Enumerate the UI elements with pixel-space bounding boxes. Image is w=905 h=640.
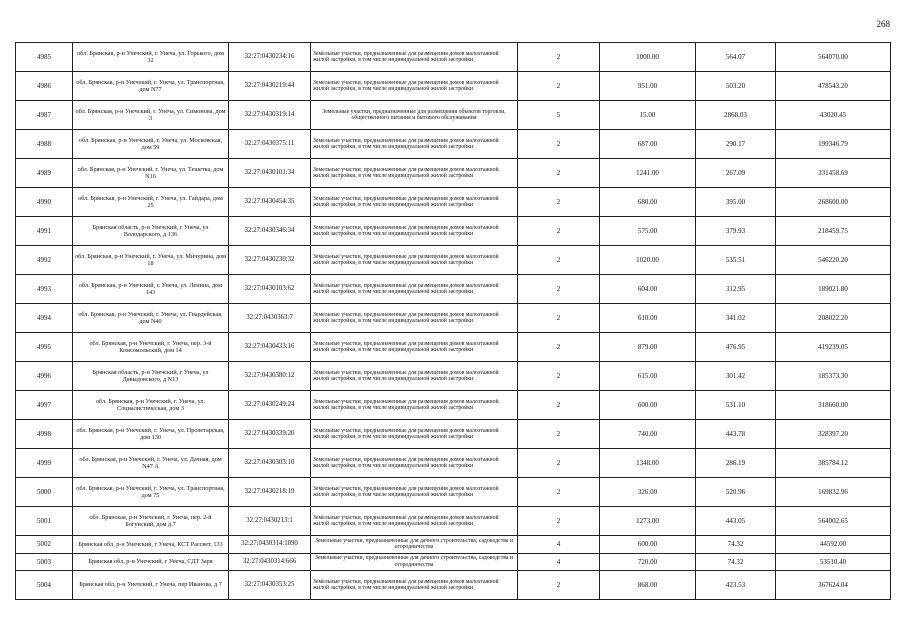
address-cell: обл. Брянская, р-н Унечский, г. Унеча, ул. Горького, дом 32 [73, 43, 229, 72]
row-number-cell: 4994 [16, 304, 73, 333]
land-use-cell: Земельные участки, предназначенные для размещения домов малоэтажной жилой застройки, в том числе индивидуальной жилой застройки [311, 449, 518, 478]
specific-value-cell: 267.09 [696, 159, 776, 188]
table-row [16, 130, 891, 159]
category-cell: 2 [518, 246, 600, 275]
category-cell: 2 [518, 362, 600, 391]
table-row [16, 43, 891, 72]
cadastral-value-cell: 564002.65 [776, 507, 891, 536]
area-cell: 868.00 [600, 571, 696, 600]
category-cell: 2 [518, 304, 600, 333]
table-row [16, 536, 891, 554]
row-number-cell: 4997 [16, 391, 73, 420]
address-cell: обл. Брянская, р-н Унечский, г. Унеча, ул. Симонова, дом 3 [73, 101, 229, 130]
cadastral-number-cell: 32:27:0430234:16 [229, 43, 311, 72]
row-number-cell: 4991 [16, 217, 73, 246]
cadastral-number-cell: 32:27:0430433:16 [229, 333, 311, 362]
area-cell: 1020.00 [600, 246, 696, 275]
land-use-cell: Земельные участки, предназначенные для размещения домов малоэтажной жилой застройки, в том числе индивидуальной жилой застройки [311, 362, 518, 391]
cadastral-number-cell: 32:27:0430218:19 [229, 478, 311, 507]
category-cell: 2 [518, 478, 600, 507]
cadastral-value-cell: 385784.12 [776, 449, 891, 478]
specific-value-cell: 290.17 [696, 130, 776, 159]
cadastral-number-cell: 32:27:0430454:35 [229, 188, 311, 217]
cadastral-value-cell: 564070.00 [776, 43, 891, 72]
cadastral-value-cell: 546220.20 [776, 246, 891, 275]
cadastral-value-cell: 189021.80 [776, 275, 891, 304]
cadastral-number-cell: 32:27:0430219:44 [229, 72, 311, 101]
land-use-cell: Земельные участки, предназначенные для размещения домов малоэтажной жилой застройки, в том числе индивидуальной жилой застройки [311, 571, 518, 600]
area-cell: 575.00 [600, 217, 696, 246]
land-use-cell: Земельные участки, предназначенные для размещения домов малоэтажной жилой застройки, в том числе индивидуальной жилой застройки [311, 159, 518, 188]
category-cell: 2 [518, 420, 600, 449]
cadastral-value-cell: 318660.00 [776, 391, 891, 420]
specific-value-cell: 341.02 [696, 304, 776, 333]
area-cell: 879.00 [600, 333, 696, 362]
category-cell: 4 [518, 553, 600, 571]
specific-value-cell: 286.19 [696, 449, 776, 478]
cadastral-number-cell: 32:27:0430314:666 [229, 553, 311, 571]
cadastral-value-cell: 328397.20 [776, 420, 891, 449]
land-use-cell: Земельные участки, предназначенные для размещения домов малоэтажной жилой застройки, в том числе индивидуальной жилой застройки [311, 507, 518, 536]
land-use-cell: Земельные участки, предназначенные для размещения домов малоэтажной жилой застройки, в том числе индивидуальной жилой застройки [311, 420, 518, 449]
category-cell: 2 [518, 391, 600, 420]
cadastral-value-cell: 169832.96 [776, 478, 891, 507]
area-cell: 680.00 [600, 188, 696, 217]
address-cell: обл. Брянская, р-н Унечский, г. Унеча, ул. Транспортная, дом 75 [73, 478, 229, 507]
row-number-cell: 4995 [16, 333, 73, 362]
address-cell: обл. Брянская, р-н Унечский, г. Унеча, ул. Социалистическая, дом 3 [73, 391, 229, 420]
cadastral-number-cell: 32:27:0430249:24 [229, 391, 311, 420]
table-row [16, 420, 891, 449]
cadastral-value-cell: 208022.20 [776, 304, 891, 333]
row-number-cell: 4986 [16, 72, 73, 101]
row-number-cell: 5001 [16, 507, 73, 536]
row-number-cell: 4999 [16, 449, 73, 478]
specific-value-cell: 476.95 [696, 333, 776, 362]
area-cell: 600.00 [600, 391, 696, 420]
table-row [16, 275, 891, 304]
area-cell: 720.00 [600, 553, 696, 571]
cadastral-number-cell: 32:27:0430346:34 [229, 217, 311, 246]
table-row [16, 159, 891, 188]
area-cell: 740.00 [600, 420, 696, 449]
category-cell: 2 [518, 571, 600, 600]
specific-value-cell: 301.42 [696, 362, 776, 391]
category-cell: 2 [518, 333, 600, 362]
cadastral-number-cell: 32:27:0430314:1090 [229, 536, 311, 554]
row-number-cell: 4988 [16, 130, 73, 159]
address-cell: обл. Брянская, р-н Унечский, г. Унеча, ул. Транспортная, дом N77 [73, 72, 229, 101]
specific-value-cell: 443.78 [696, 420, 776, 449]
table-row [16, 391, 891, 420]
specific-value-cell: 74.32 [696, 536, 776, 554]
address-cell: обл. Брянская, р-н Унечский, г. Унеча, ул. Гвардейская, дом N40 [73, 304, 229, 333]
table-row [16, 72, 891, 101]
land-use-cell: Земельные участки, предназначенные для размещения домов малоэтажной жилой застройки, в том числе индивидуальной жилой застройки [311, 43, 518, 72]
address-cell: обл. Брянская, р-н Унечский, г. Унеча, ул. Тешетка, дом N16 [73, 159, 229, 188]
cadastral-value-cell: 44592.00 [776, 536, 891, 554]
category-cell: 2 [518, 275, 600, 304]
category-cell: 2 [518, 507, 600, 536]
table-row [16, 333, 891, 362]
row-number-cell: 4996 [16, 362, 73, 391]
address-cell: Брянская обл, р-н Унечский, г Унеча, СДТ Заря [73, 553, 229, 571]
cadastral-number-cell: 32:27:0430303:10 [229, 449, 311, 478]
cadastral-value-cell: 478543.20 [776, 72, 891, 101]
area-cell: 326.00 [600, 478, 696, 507]
specific-value-cell: 535.51 [696, 246, 776, 275]
row-number-cell: 5000 [16, 478, 73, 507]
address-cell: Брянская область, р-н Унечский, г Унеча, ул Давыдовского, д N13 [73, 362, 229, 391]
category-cell: 2 [518, 449, 600, 478]
cadastral-value-cell: 185373.30 [776, 362, 891, 391]
category-cell: 4 [518, 536, 600, 554]
land-use-cell: Земельные участки, предназначенные для размещения домов малоэтажной жилой застройки, в том числе индивидуальной жилой застройки [311, 391, 518, 420]
land-use-cell: Земельные участки, предназначенные для размещения домов малоэтажной жилой застройки, в том числе индивидуальной жилой застройки [311, 478, 518, 507]
specific-value-cell: 564.07 [696, 43, 776, 72]
land-use-cell: Земельные участки, предназначенные для размещения домов малоэтажной жилой застройки, в том числе индивидуальной жилой застройки [311, 275, 518, 304]
address-cell: обл. Брянская, р-н Унечский, г. Унеча, ул. Дачная, дом N47 А [73, 449, 229, 478]
address-cell: обл. Брянская, р-н Унечский, г. Унеча, пер. 3-й Комсомольский, дом 14 [73, 333, 229, 362]
page-number: 268 [876, 19, 890, 29]
cadastral-value-cell: 367624.04 [776, 571, 891, 600]
cadastral-value-cell: 419239.05 [776, 333, 891, 362]
address-cell: обл. Брянская, р-н Унечский, г. Унеча, пер. 2-й Богунский, дом д.7 [73, 507, 229, 536]
category-cell: 2 [518, 159, 600, 188]
cadastral-number-cell: 32:27:0430339:20 [229, 420, 311, 449]
specific-value-cell: 520.96 [696, 478, 776, 507]
table-row [16, 246, 891, 275]
category-cell: 2 [518, 217, 600, 246]
area-cell: 600.00 [600, 536, 696, 554]
specific-value-cell: 531.10 [696, 391, 776, 420]
row-number-cell: 5003 [16, 553, 73, 571]
category-cell: 2 [518, 130, 600, 159]
table-row [16, 101, 891, 130]
category-cell: 5 [518, 101, 600, 130]
row-number-cell: 4990 [16, 188, 73, 217]
row-number-cell: 5004 [16, 571, 73, 600]
land-use-cell: Земельные участки, предназначенные для дачного строительства, садоводства и огородничества [311, 553, 518, 571]
land-use-cell: Земельные участки, предназначенные для размещения домов малоэтажной жилой застройки, в том числе индивидуальной жилой застройки [311, 188, 518, 217]
table-row [16, 304, 891, 333]
specific-value-cell: 443.05 [696, 507, 776, 536]
row-number-cell: 4998 [16, 420, 73, 449]
table-row [16, 553, 891, 571]
address-cell: Брянская обл, р-н Унечский, г Унеча, КСТ Рассвет, 133 [73, 536, 229, 554]
cadastral-number-cell: 32:27:0430380:12 [229, 362, 311, 391]
specific-value-cell: 74.32 [696, 553, 776, 571]
area-cell: 15.00 [600, 101, 696, 130]
table-row [16, 478, 891, 507]
land-use-cell: Земельные участки, предназначенные для размещения домов малоэтажной жилой застройки, в том числе индивидуальной жилой застройки [311, 217, 518, 246]
cadastral-number-cell: 32:27:0430353:25 [229, 571, 311, 600]
row-number-cell: 5002 [16, 536, 73, 554]
specific-value-cell: 503.20 [696, 72, 776, 101]
table-row [16, 449, 891, 478]
specific-value-cell: 2868.03 [696, 101, 776, 130]
cadastral-number-cell: 32:27:0430375:11 [229, 130, 311, 159]
category-cell: 2 [518, 72, 600, 101]
table-row [16, 217, 891, 246]
specific-value-cell: 379.93 [696, 217, 776, 246]
table-row [16, 507, 891, 536]
cadastral-number-cell: 32:27:0430230:32 [229, 246, 311, 275]
cadastral-value-cell: 43020.45 [776, 101, 891, 130]
area-cell: 604.00 [600, 275, 696, 304]
address-cell: обл. Брянская, р-н Унечский, г. Унеча, ул. Пролетарская, дом 130 [73, 420, 229, 449]
cadastral-number-cell: 32:27:0430213:1 [229, 507, 311, 536]
area-cell: 1273.00 [600, 507, 696, 536]
row-number-cell: 4985 [16, 43, 73, 72]
address-cell: обл. Брянская, р-н Унечский, г. Унеча, ул. Ленина, дом 143 [73, 275, 229, 304]
cadastral-value-cell: 268600.00 [776, 188, 891, 217]
category-cell: 2 [518, 43, 600, 72]
category-cell: 2 [518, 188, 600, 217]
table-row [16, 571, 891, 600]
cadastral-number-cell: 32:27:0430103:62 [229, 275, 311, 304]
area-cell: 1000.00 [600, 43, 696, 72]
row-number-cell: 4992 [16, 246, 73, 275]
specific-value-cell: 312.95 [696, 275, 776, 304]
address-cell: обл. Брянская, р-н Унечский, г. Унеча, ул. Мичурина, дом 18 [73, 246, 229, 275]
specific-value-cell: 395.00 [696, 188, 776, 217]
land-registry-table [15, 42, 891, 600]
table-row [16, 362, 891, 391]
row-number-cell: 4993 [16, 275, 73, 304]
land-use-cell: Земельные участки, предназначенные для размещения объектов торговли, общественного питания и бытового обслуживания [311, 101, 518, 130]
address-cell: обл. Брянская, р-н Унечский, г. Унеча, ул. Московская, дом 59 [73, 130, 229, 159]
area-cell: 1241.00 [600, 159, 696, 188]
land-use-cell: Земельные участки, предназначенные для дачного строительства, садоводства и огородничества [311, 536, 518, 554]
address-cell: обл. Брянская, р-н Унечский, г. Унеча, ул. Гайдара, дом 25 [73, 188, 229, 217]
cadastral-value-cell: 331458.69 [776, 159, 891, 188]
row-number-cell: 4989 [16, 159, 73, 188]
area-cell: 1348.00 [600, 449, 696, 478]
area-cell: 610.00 [600, 304, 696, 333]
row-number-cell: 4987 [16, 101, 73, 130]
specific-value-cell: 423.53 [696, 571, 776, 600]
cadastral-number-cell: 32:27:0430319:14 [229, 101, 311, 130]
land-use-cell: Земельные участки, предназначенные для размещения домов малоэтажной жилой застройки, в том числе индивидуальной жилой застройки [311, 304, 518, 333]
table-row [16, 188, 891, 217]
area-cell: 687.00 [600, 130, 696, 159]
area-cell: 615.00 [600, 362, 696, 391]
cadastral-value-cell: 218459.75 [776, 217, 891, 246]
land-use-cell: Земельные участки, предназначенные для размещения домов малоэтажной жилой застройки, в том числе индивидуальной жилой застройки [311, 130, 518, 159]
land-use-cell: Земельные участки, предназначенные для размещения домов малоэтажной жилой застройки, в том числе индивидуальной жилой застройки [311, 72, 518, 101]
area-cell: 951.00 [600, 72, 696, 101]
land-use-cell: Земельные участки, предназначенные для размещения домов малоэтажной жилой застройки, в том числе индивидуальной жилой застройки [311, 246, 518, 275]
cadastral-number-cell: 32:27:0430363:7 [229, 304, 311, 333]
address-cell: Брянская область, р-н Унечский, г Унеча, ул Володарского, д 136 [73, 217, 229, 246]
address-cell: Брянская обл, р-н Унечский, г Унеча, пер Иванова, д 7 [73, 571, 229, 600]
cadastral-number-cell: 32:27:0430101:34 [229, 159, 311, 188]
cadastral-value-cell: 53510.40 [776, 553, 891, 571]
cadastral-value-cell: 199346.79 [776, 130, 891, 159]
land-use-cell: Земельные участки, предназначенные для размещения домов малоэтажной жилой застройки, в том числе индивидуальной жилой застройки [311, 333, 518, 362]
